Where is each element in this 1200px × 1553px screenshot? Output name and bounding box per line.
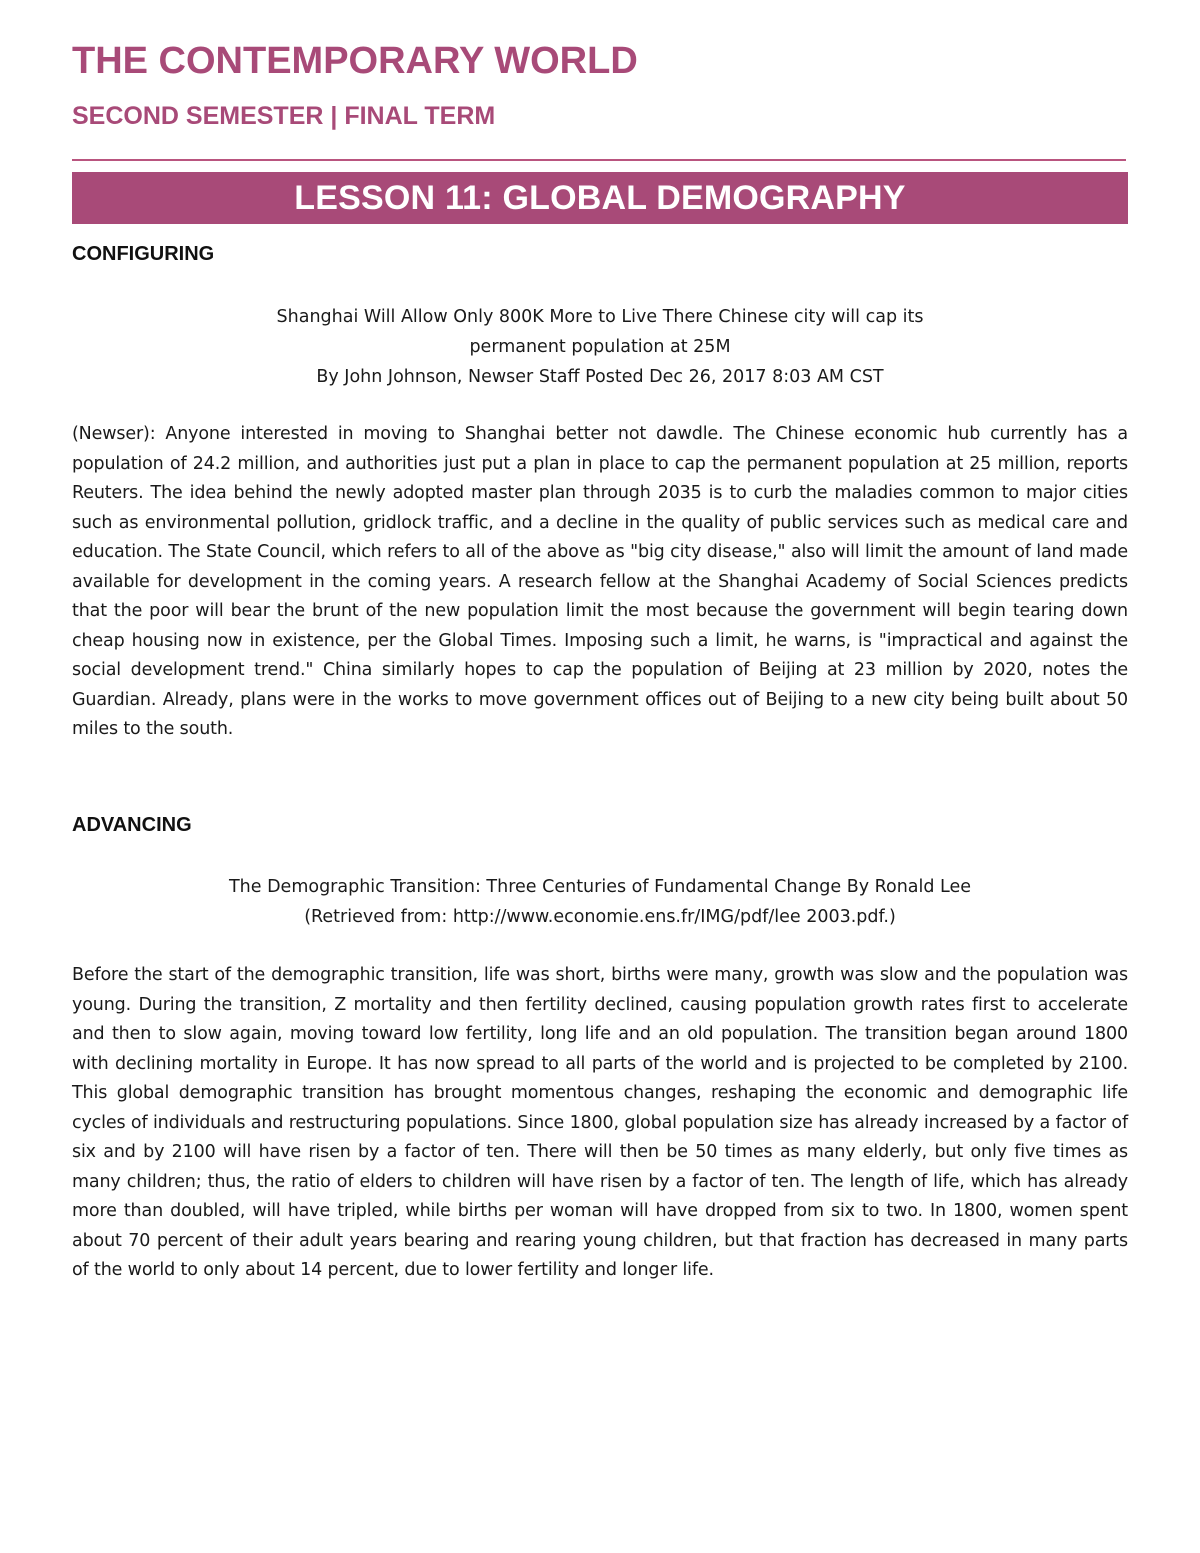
configuring-body: (Newser): Anyone interested in moving to Shanghai better not dawdle. The Chinese economic hub currently has a population of 24.2 million, and authorities just put a plan in place to cap the permanent population at 25 million, reports Reuters. The idea behind the newly adopted master plan through 2035 is to curb the maladies common to major cities such as environmental pollution, gridlock traffic, and a decline in the quality of public services such as medical care and education. The State Council, which refers to all of the above as "big city disease," also will limit the amount of land made available for development in the coming years. A research fellow at the Shanghai Academy of Social Sciences predicts that the poor will bear the brunt of the new population limit the most because the government will begin tearing down cheap housing now in existence, per the Global Times. Imposing such a limit, he warns, is "impractical and against the social development trend." China similarly hopes to cap the population of Beijing at 23 million by 2020, notes the Guardian. Already, plans were in the works to move government offices out of Beijing to a new city being built about 50 miles to the south. [72,424,1128,739]
advancing-article-header [72,872,1128,932]
configuring-article-title-line2: permanent population at 25M [469,337,731,357]
course-subtitle: SECOND SEMESTER | FINAL TERM [72,102,496,130]
header-divider [72,159,1126,161]
section-heading-configuring: CONFIGURING [72,243,215,265]
lesson-banner [72,172,1128,224]
configuring-article-byline: By John Johnson, Newser Staff Posted Dec 26, 2017 8:03 AM CST [316,367,884,387]
lesson-title: LESSON 11: GLOBAL DEMOGRAPHY [294,178,906,217]
course-title: THE CONTEMPORARY WORLD [72,40,638,82]
configuring-article-title-line1: Shanghai Will Allow Only 800K More to Live There Chinese city will cap its [276,307,924,327]
advancing-article-title: The Demographic Transition: Three Centuries of Fundamental Change By Ronald Lee [228,877,972,897]
advancing-body: Before the start of the demographic transition, life was short, births were many, growth was slow and the population was young. During the transition, Z mortality and then fertility declined, causing population growth rates first to accelerate and then to slow again, moving toward low fertility, long life and an old population. The transition began around 1800 with declining mortality in Europe. It has now spread to all parts of the world and is projected to be completed by 2100. This global demographic transition has brought momentous changes, reshaping the economic and demographic life cycles of individuals and restructuring populations. Since 1800, global population size has already increased by a factor of six and by 2100 will have risen by a factor of ten. There will then be 50 times as many elderly, but only five times as many children; thus, the ratio of elders to children will have risen by a factor of ten. The length of life, which has already more than doubled, will have tripled, while births per woman will have dropped from six to two. In 1800, women spent about 70 percent of their adult years bearing and rearing young children, but that fraction has decreased in many parts of the world to only about 14 percent, due to lower fertility and longer life. [72,965,1128,1280]
configuring-article-header [72,302,1128,392]
advancing-article-source: (Retrieved from: http://www.economie.ens.fr/IMG/pdf/lee 2003.pdf.) [304,907,896,927]
section-heading-advancing: ADVANCING [72,814,192,836]
